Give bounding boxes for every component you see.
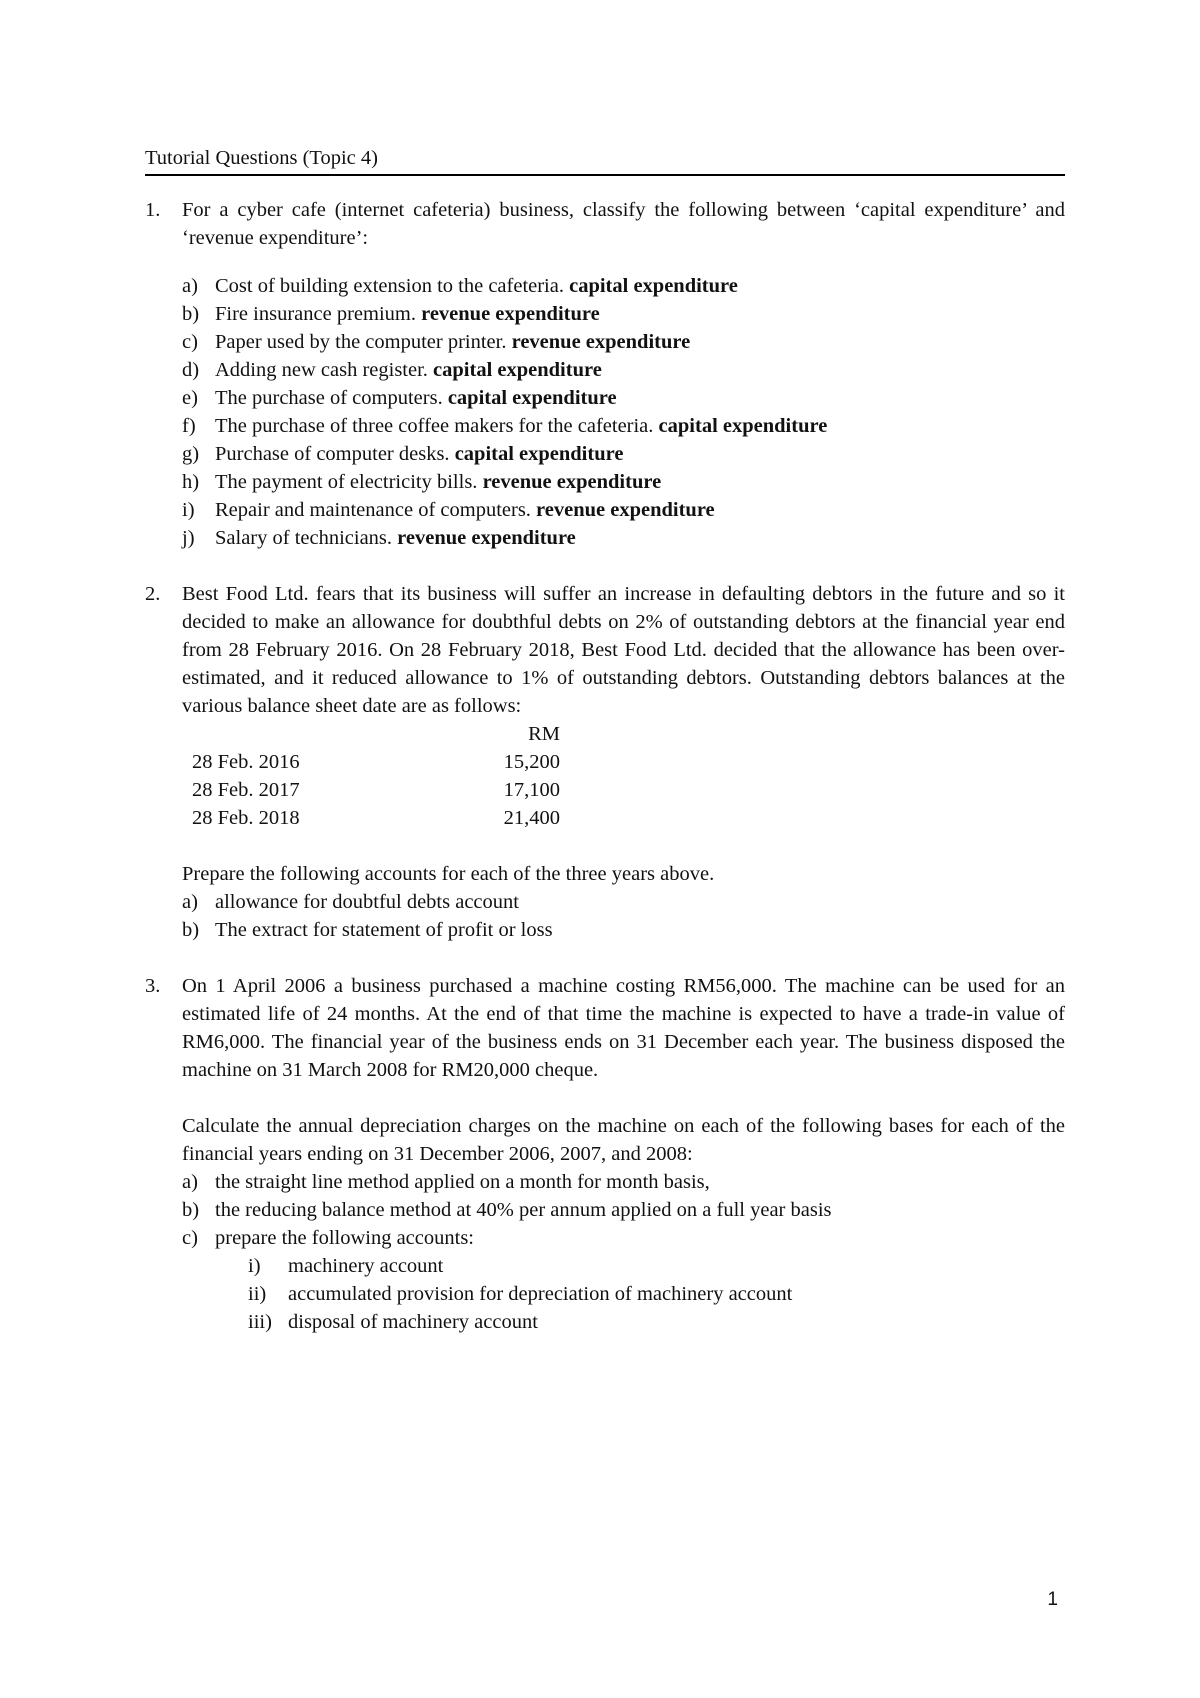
- item-answer: capital expenditure: [433, 359, 602, 381]
- list-item: [182, 916, 1065, 944]
- item-text: The extract for statement of profit or loss: [215, 919, 553, 941]
- table-header: RM: [528, 723, 560, 745]
- page-number: 1: [1047, 1589, 1058, 1610]
- question-text: For a cyber cafe (internet cafeteria) business, classify the following between ‘capital expenditure’ and ‘revenue expenditure’:: [182, 199, 1065, 249]
- list-item: [182, 1224, 1065, 1252]
- item-label: b): [182, 303, 200, 325]
- question-instruction: Prepare the following accounts for each of the three years above.: [182, 863, 715, 885]
- list-item: [182, 272, 1065, 300]
- item-text: Purchase of computer desks.: [215, 443, 450, 465]
- item-label: ii): [248, 1283, 267, 1305]
- item-label: f): [182, 415, 196, 437]
- classification-list: [182, 272, 1065, 552]
- item-text: allowance for doubtful debts account: [215, 891, 519, 913]
- item-answer: revenue expenditure: [511, 331, 691, 353]
- question-number: 1.: [145, 199, 161, 221]
- table-cell-amount: 15,200: [503, 751, 560, 773]
- question-1: [145, 196, 1065, 552]
- question-2: [145, 580, 1065, 944]
- item-text: accumulated provision for depreciation of machinery account: [288, 1283, 793, 1305]
- document-content: [145, 144, 1065, 1336]
- question-number: 3.: [145, 975, 161, 997]
- item-text: Paper used by the computer printer.: [215, 331, 507, 353]
- table-row: [192, 748, 1065, 776]
- item-label: d): [182, 359, 200, 381]
- question-3: [145, 972, 1065, 1336]
- list-item: [182, 412, 1065, 440]
- item-answer: revenue expenditure: [536, 499, 715, 521]
- item-label: a): [182, 891, 198, 913]
- table-cell-amount: 17,100: [503, 779, 560, 801]
- item-answer: capital expenditure: [447, 387, 617, 409]
- question-instruction: Calculate the annual depreciation charges on the machine on each of the following bases for each of the financial years ending on 31 December 2006, 2007, and 2008:: [182, 1115, 1065, 1165]
- question-text: Best Food Ltd. fears that its business will suffer an increase in defaulting debtors in the future and so it decided to make an allowance for doubthful debts on 2% of outstanding debtors at the financial year end from 28 February 2016. On 28 February 2018, Best Food Ltd. decided that the allowance has been over-estimated, and it reduced allowance to 1% of outstanding debtors. Outstanding debtors balances at the various balance sheet date are as follows:: [182, 583, 1065, 717]
- table-cell-amount: 21,400: [503, 807, 560, 829]
- table-cell-date: 28 Feb. 2017: [192, 779, 300, 801]
- item-label: b): [182, 919, 200, 941]
- item-answer: capital expenditure: [569, 275, 738, 297]
- list-item: [248, 1308, 1065, 1336]
- page-title: Tutorial Questions (Topic 4): [145, 144, 1065, 176]
- item-text: The purchase of computers.: [215, 387, 443, 409]
- item-label: a): [182, 1171, 198, 1193]
- item-answer: revenue expenditure: [397, 527, 576, 549]
- table-cell-date: 28 Feb. 2018: [192, 807, 300, 829]
- item-answer: revenue expenditure: [421, 303, 600, 325]
- item-text: Adding new cash register.: [215, 359, 428, 381]
- item-text: Fire insurance premium.: [215, 303, 416, 325]
- item-label: j): [182, 527, 195, 549]
- item-text: Repair and maintenance of computers.: [215, 499, 531, 521]
- sub-list: [248, 1252, 1065, 1336]
- question-number: 2.: [145, 583, 161, 605]
- item-text: Cost of building extension to the cafeteria.: [215, 275, 564, 297]
- list-item: [182, 384, 1065, 412]
- list-item: [182, 300, 1065, 328]
- item-text: the reducing balance method at 40% per annum applied on a full year basis: [215, 1199, 832, 1221]
- list-item: [182, 888, 1065, 916]
- item-label: b): [182, 1199, 200, 1221]
- list-item: [182, 328, 1065, 356]
- item-text: the straight line method applied on a month for month basis,: [215, 1171, 710, 1193]
- table-row: [192, 776, 1065, 804]
- item-answer: capital expenditure: [454, 443, 624, 465]
- list-item: [182, 440, 1065, 468]
- list-item: [182, 356, 1065, 384]
- item-text: machinery account: [288, 1255, 444, 1277]
- item-label: c): [182, 331, 198, 353]
- item-label: g): [182, 443, 200, 465]
- table-row: [192, 804, 1065, 832]
- list-item: [182, 468, 1065, 496]
- item-label: e): [182, 387, 198, 409]
- table-cell-date: 28 Feb. 2016: [192, 751, 300, 773]
- list-item: [248, 1280, 1065, 1308]
- item-label: h): [182, 471, 200, 493]
- item-label: iii): [248, 1311, 272, 1333]
- item-label: a): [182, 275, 198, 297]
- debtors-table: [192, 720, 1065, 832]
- item-answer: revenue expenditure: [482, 471, 662, 493]
- list-item: [182, 1168, 1065, 1196]
- list-item: [182, 1196, 1065, 1224]
- list-item: [248, 1252, 1065, 1280]
- item-label: i): [248, 1255, 261, 1277]
- item-text: The purchase of three coffee makers for the cafeteria.: [215, 415, 654, 437]
- item-label: i): [182, 499, 195, 521]
- item-answer: capital expenditure: [658, 415, 828, 437]
- item-label: c): [182, 1227, 198, 1249]
- item-text: The payment of electricity bills.: [215, 471, 478, 493]
- item-text: prepare the following accounts:: [215, 1227, 475, 1249]
- list-item: [182, 496, 1065, 524]
- item-text: disposal of machinery account: [288, 1311, 538, 1333]
- question-text: On 1 April 2006 a business purchased a machine costing RM56,000. The machine can be used for an estimated life of 24 months. At the end of that time the machine is expected to have a trade-in value of RM6,000. The financial year of the business ends on 31 December each year. The business disposed the machine on 31 March 2008 for RM20,000 cheque.: [182, 975, 1065, 1081]
- item-text: Salary of technicians.: [215, 527, 393, 549]
- list-item: [182, 524, 1065, 552]
